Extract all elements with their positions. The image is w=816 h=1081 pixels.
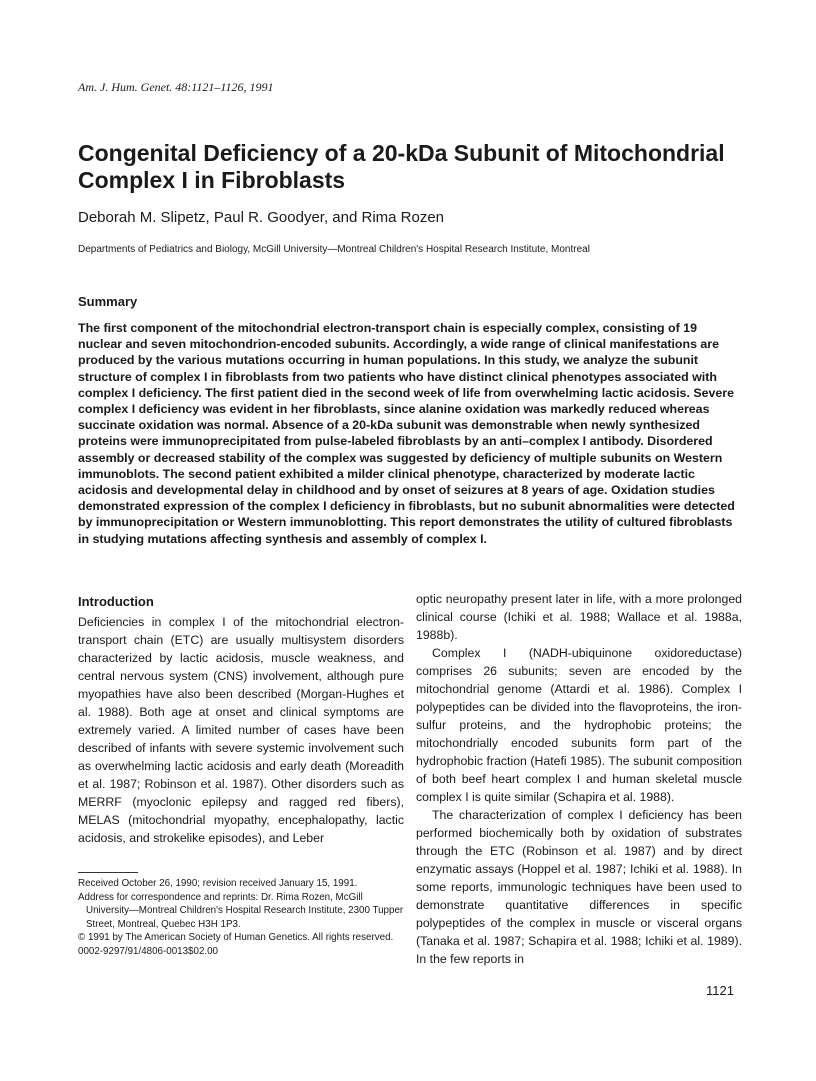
intro-paragraph-3: The characterization of complex I deficiency has been performed biochemically both by oxidation of substrates through the ETC (Robinson et al. 1987) and by direct enzymatic assays (Hoppel et al. 1987; Ichiki et al. 1988). In some reports, immunologic techniques have been used to demonstrate quantitative differences in specific polypeptides of the complex in muscle or visceral organs (Tanaka et al. 1987; Schapira et al. 1988; Ichiki et al. 1989). In the few reports in <box>416 808 742 966</box>
footnote-received: Received October 26, 1990; revision received January 15, 1991. <box>78 878 358 889</box>
page-number: 1121 <box>706 983 734 998</box>
article-title: Congenital Deficiency of a 20-kDa Subunit of Mitochondrial Complex I in Fibroblasts <box>78 140 725 193</box>
authors: Deborah M. Slipetz, Paul R. Goodyer, and Rima Rozen <box>78 209 445 226</box>
footnote <box>78 877 408 958</box>
introduction-heading: Introduction <box>78 594 154 609</box>
intro-paragraph-2: Complex I (NADH-ubiquinone oxidoreductase) comprises 26 subunits; seven are encoded by the mitochondrial genome (Attardi et al. 1986). Complex I polypeptides can be divided into the flavoproteins, the iron-sulfur proteins, and the hydrophobic proteins; the mitochondrially encoded subunits form part of the hydrophobic fraction (Hatefi 1985). The subunit composition of both beef heart complex I and human skeletal muscle complex I is quite similar (Schapira et al. 1988). <box>416 646 742 804</box>
summary-heading: Summary <box>78 294 138 309</box>
footnote-correspondence: Address for correspondence and reprints: Dr. Rima Rozen, McGill University—Montreal Children's Hospital Research Institute, 2300 Tupper Street, Montreal, Quebec H3H 1P3. <box>78 891 404 930</box>
footnote-code: 0002-9297/91/4806-0013$02.00 <box>78 945 219 957</box>
summary-text: The first component of the mitochondrial electron-transport chain is especially complex, consisting of 19 nuclear and seven mitochondrion-encoded subunits. Accordingly, a wide range of clinical manifestations are produced by the various mutations occurring in human populations. In this study, we analyze the subunit structure of complex I in fibroblasts from two patients who have distinct clinical phenotypes associated with complex I deficiency. The first patient died in the second week of life from overwhelming lactic acidosis. Severe complex I deficiency was evident in her fibroblasts, since alanine oxidation was markedly reduced whereas succinate oxidation was normal. Absence of a 20-kDa subunit was demonstrable when newly synthesized proteins were immunoprecipitated from pulse-labeled fibroblasts by an anti–complex I antibody. Disordered assembly or decreased stability of the complex was suggested by deficiency of multiple subunits on Western immunoblots. The second patient exhibited a milder clinical phenotype, characterized by moderate lactic acidosis and developmental delay in childhood and by onset of seizures at 8 years of age. Oxidation studies demonstrated expression of the complex I deficiency in fibroblasts, but no subunit abnormalities were detected by immunoprecipitation or Western immunoblotting. This report demonstrates the utility of cultured fibroblasts in studying mutations affecting synthesis and assembly of complex I. <box>78 321 735 546</box>
footnote-copyright: © 1991 by The American Society of Human Genetics. All rights reserved. <box>78 932 394 943</box>
journal-citation: Am. J. Hum. Genet. 48:1121–1126, 1991 <box>78 80 274 94</box>
footnote-divider <box>78 872 138 873</box>
intro-paragraph-continued: optic neuropathy present later in life, with a more prolonged clinical course (Ichiki et al. 1988; Wallace et al. 1988a, 1988b). <box>416 592 742 642</box>
left-column <box>78 613 404 847</box>
affiliation: Departments of Pediatrics and Biology, McGill University—Montreal Children's Hospital Research Institute, Montreal <box>78 244 590 255</box>
right-column <box>416 590 742 968</box>
intro-paragraph-1: Deficiencies in complex I of the mitochondrial electron-transport chain (ETC) are usually multisystem disorders characterized by lactic acidosis, muscle weakness, and central nervous system (CNS) involvement, although pure myopathies have also been described (Morgan-Hughes et al. 1988). Both age at onset and clinical symptoms are extremely varied. A limited number of cases have been described of infants with severe systemic involvement such as overwhelming lactic acidosis and early death (Moreadith et al. 1987; Robinson et al. 1987). Other disorders such as MERRF (myoclonic epilepsy and ragged red fibers), MELAS (mitochondrial myopathy, encephalopathy, lactic acidosis, and strokelike episodes), and Leber <box>78 615 404 845</box>
